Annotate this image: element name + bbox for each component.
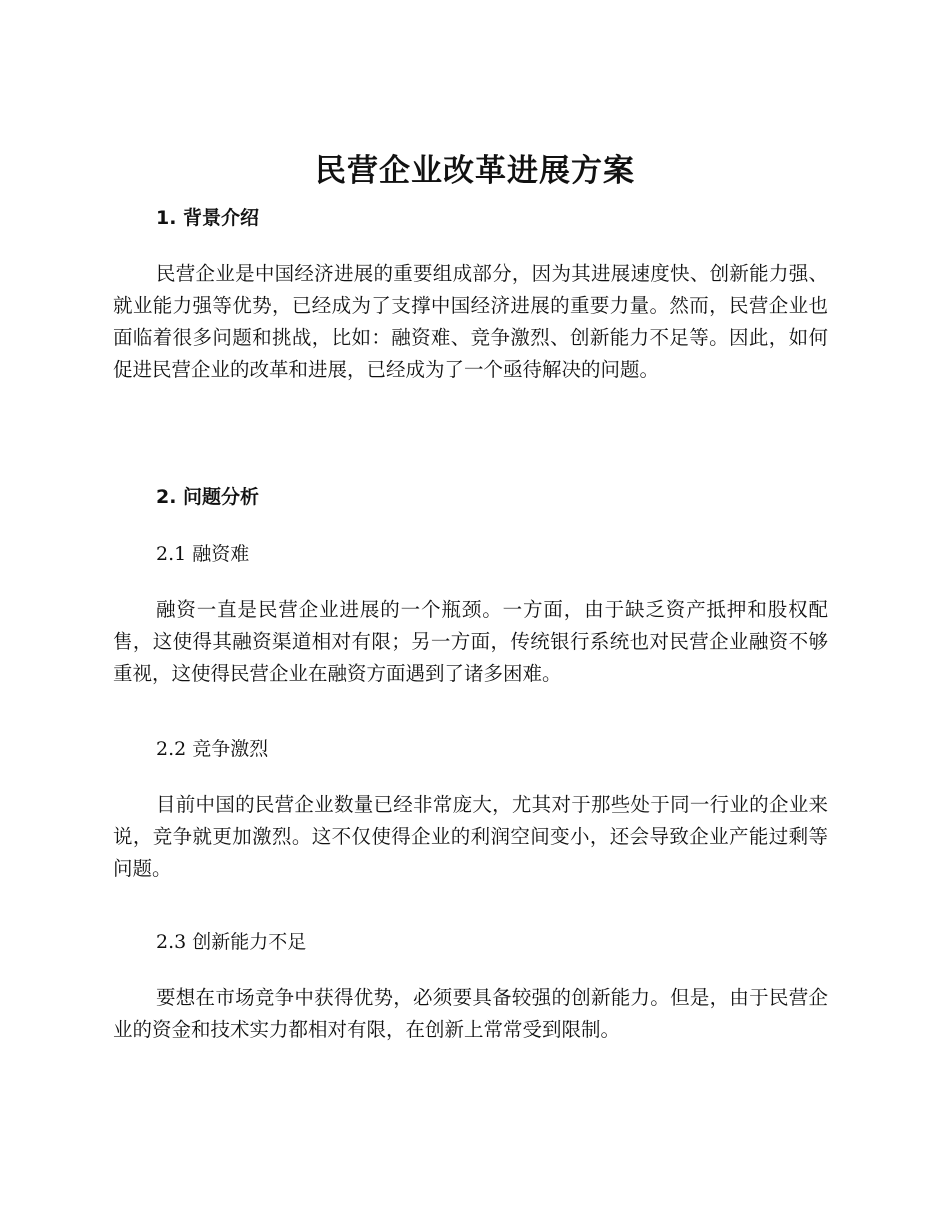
document-title: 民营企业改革进展方案 xyxy=(315,153,635,189)
subsection-heading-financing: 2.1 融资难 xyxy=(156,543,250,565)
paragraph-competition: 目前中国的民营企业数量已经非常庞大，尤其对于那些处于同一行业的企业来说，竞争就更加激烈。这不仅使得企业的利润空间变小，还会导致企业产能过剩等问题。 xyxy=(113,793,828,880)
paragraph-background: 民营企业是中国经济进展的重要组成部分，因为其进展速度快、创新能力强、就业能力强等优势，已经成为了支撑中国经济进展的重要力量。然而，民营企业也面临着很多问题和挑战，比如：融资难、竞争激烈、创新能力不足等。因此，如何促进民营企业的改革和进展，已经成为了一个亟待解决的问题。 xyxy=(113,262,828,381)
section-heading-analysis: 2. 问题分析 xyxy=(156,486,260,508)
subsection-heading-competition: 2.2 竞争激烈 xyxy=(156,738,269,760)
paragraph-financing: 融资一直是民营企业进展的一个瓶颈。一方面，由于缺乏资产抵押和股权配售，这使得其融资渠道相对有限；另一方面，传统银行系统也对民营企业融资不够重视，这使得民营企业在融资方面遇到了诸多困难。 xyxy=(113,598,828,685)
section-heading-background: 1. 背景介绍 xyxy=(156,207,260,229)
paragraph-innovation: 要想在市场竞争中获得优势，必须要具备较强的创新能力。但是，由于民营企业的资金和技术实力都相对有限，在创新上常常受到限制。 xyxy=(113,986,828,1041)
subsection-heading-innovation: 2.3 创新能力不足 xyxy=(156,931,307,953)
